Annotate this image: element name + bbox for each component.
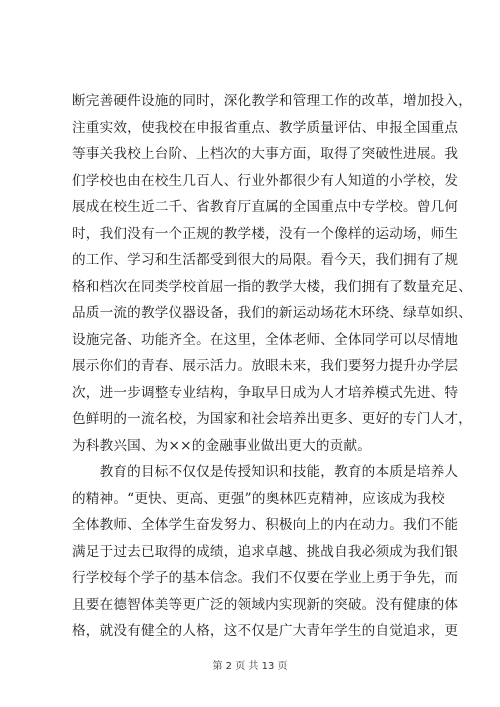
text-line: 等事关我校上台阶、上档次的大事方面，取得了突破性进展。我 xyxy=(72,146,459,162)
body-text xyxy=(72,88,473,645)
text-line: 设施完备、功能齐全。在这里，全体老师、全体同学可以尽情地 xyxy=(72,331,459,348)
text-line: 的精神。“更快、更高、更强”的奥林匹克精神，应该成为我校 xyxy=(72,490,445,507)
text-line: 次，进一步调整专业结构，争取早日成为人才培养模式先进、特 xyxy=(72,384,459,401)
text-line: 的工作、学习和生活都受到很大的局限。看今天，我们拥有了规 xyxy=(72,252,459,268)
text-line: 教育的目标不仅仅是传授知识和技能，教育的本质是培养人 xyxy=(72,464,459,480)
text-line: 全体教师、全体学生奋发努力、积极向上的内在动力。我们不能 xyxy=(72,517,459,533)
text-line: 格，就没有健全的人格，这不仅是广大青年学生的自觉追求，更 xyxy=(72,623,459,639)
text-line: 断完善硬件设施的同时，深化教学和管理工作的改革，增加投入， xyxy=(72,93,473,109)
text-line: 行学校每个学子的基本信念。我们不仅要在学业上勇于争先，而 xyxy=(72,570,459,586)
text-line: 品质一流的教学仪器设备，我们的新运动场花木环绕、绿草如织、 xyxy=(72,305,473,321)
text-line: 展示你们的青春、展示活力。放眼未来，我们要努力提升办学层 xyxy=(72,358,459,374)
text-line: 格和档次在同类学校首屈一指的教学大楼，我们拥有了数量充足、 xyxy=(72,278,473,295)
text-line: 且要在德智体美等更广泛的领域内实现新的突破。没有健康的体 xyxy=(72,596,459,613)
text-line: 时，我们没有一个正规的教学楼，没有一个像样的运动场，师生 xyxy=(72,225,459,242)
text-line: 为科教兴国、为××的金融事业做出更大的贡献。 xyxy=(72,437,372,454)
text-line: 展成在校生近二千、省教育厅直属的全国重点中专学校。曾几何 xyxy=(72,199,459,215)
text-line: 色鲜明的一流名校，为国家和社会培养出更多、更好的专门人才， xyxy=(72,411,473,427)
text-line: 注重实效，使我校在申报省重点、教学质量评估、申报全国重点 xyxy=(72,119,459,136)
text-line: 满足于过去已取得的成绩，追求卓越、挑战自我必须成为我们银 xyxy=(72,543,459,560)
text-line: 们学校也由在校生几百人、行业外都很少有人知道的小学校，发 xyxy=(72,172,459,189)
page-footer: 第 2 页 共 13 页 xyxy=(212,661,288,672)
